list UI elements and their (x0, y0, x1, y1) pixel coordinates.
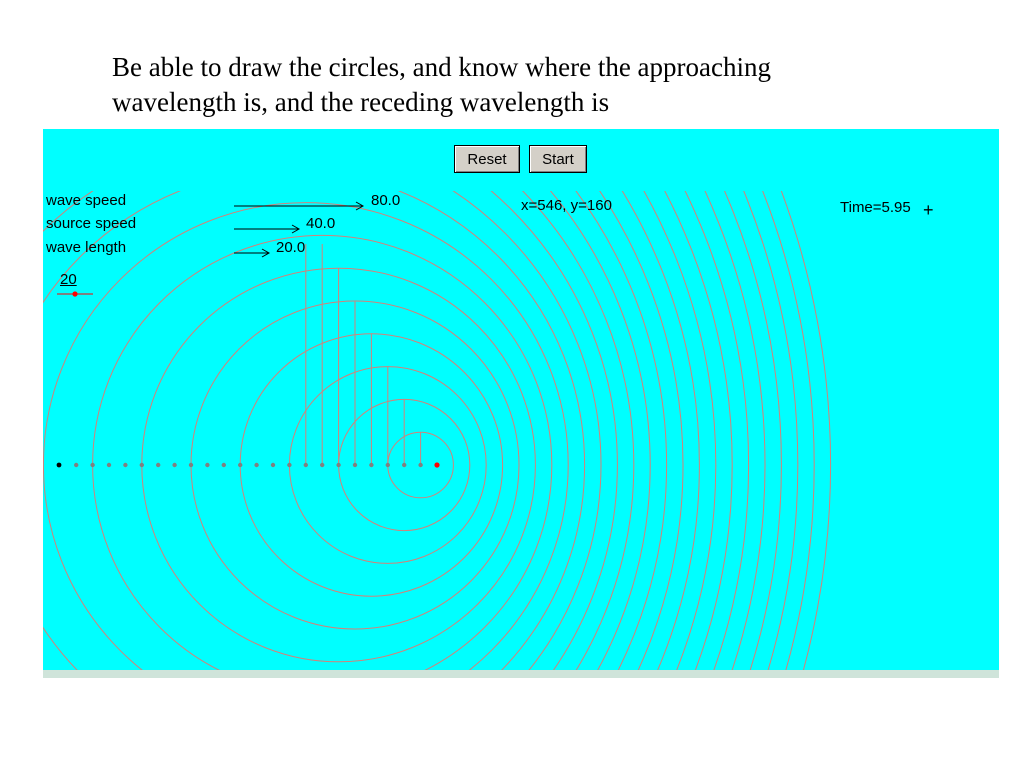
trail-dot (336, 463, 340, 467)
scale-marker-dot (72, 291, 77, 296)
source-dot (434, 462, 439, 467)
trail-dot (74, 463, 78, 467)
wavefront-circle (43, 129, 831, 670)
source-speed-label: source speed (46, 215, 137, 232)
time-readout: Time=5.95 (840, 199, 911, 216)
slide-caption (112, 50, 992, 120)
trail-dot (123, 463, 127, 467)
trail-dot (369, 463, 373, 467)
trail-dot (222, 463, 226, 467)
trail-dot (402, 463, 406, 467)
trail-dot (418, 463, 422, 467)
trail-dot (140, 463, 144, 467)
trail-dot (304, 463, 308, 467)
origin-dot (57, 463, 62, 468)
doppler-applet (43, 129, 999, 678)
reset-button[interactable]: Reset (454, 145, 520, 173)
trail-dot (238, 463, 242, 467)
wavefront-circle (43, 129, 716, 670)
scale-value-label: 20 (60, 271, 77, 288)
wave-length-label: wave length (46, 239, 127, 256)
wavefront-circle (43, 129, 814, 670)
cursor-coordinates: x=546, y=160 (521, 197, 612, 214)
trail-dot (254, 463, 258, 467)
trail-dot (156, 463, 160, 467)
trail-dot (107, 463, 111, 467)
trail-dot (271, 463, 275, 467)
wave-length-value: 20.0 (276, 239, 306, 256)
caption-line-2: wavelength is, and the receding wavelength is (112, 87, 610, 117)
wave-speed-label: wave speed (46, 192, 127, 209)
simulation-canvas[interactable] (43, 129, 999, 670)
source-speed-value: 40.0 (306, 215, 336, 232)
trail-dot (386, 463, 390, 467)
trail-dot (172, 463, 176, 467)
trail-dot (205, 463, 209, 467)
trail-dot (287, 463, 291, 467)
trail-dot (353, 463, 357, 467)
caption-line-1: Be able to draw the circles, and know where the approaching (112, 52, 771, 82)
trail-dot (320, 463, 324, 467)
start-button[interactable]: Start (529, 145, 587, 173)
trail-dot (90, 463, 94, 467)
wave-speed-value: 80.0 (371, 192, 401, 209)
crosshair-cursor-icon: + (923, 200, 934, 220)
trail-dot (189, 463, 193, 467)
wavefront-group (43, 129, 831, 670)
